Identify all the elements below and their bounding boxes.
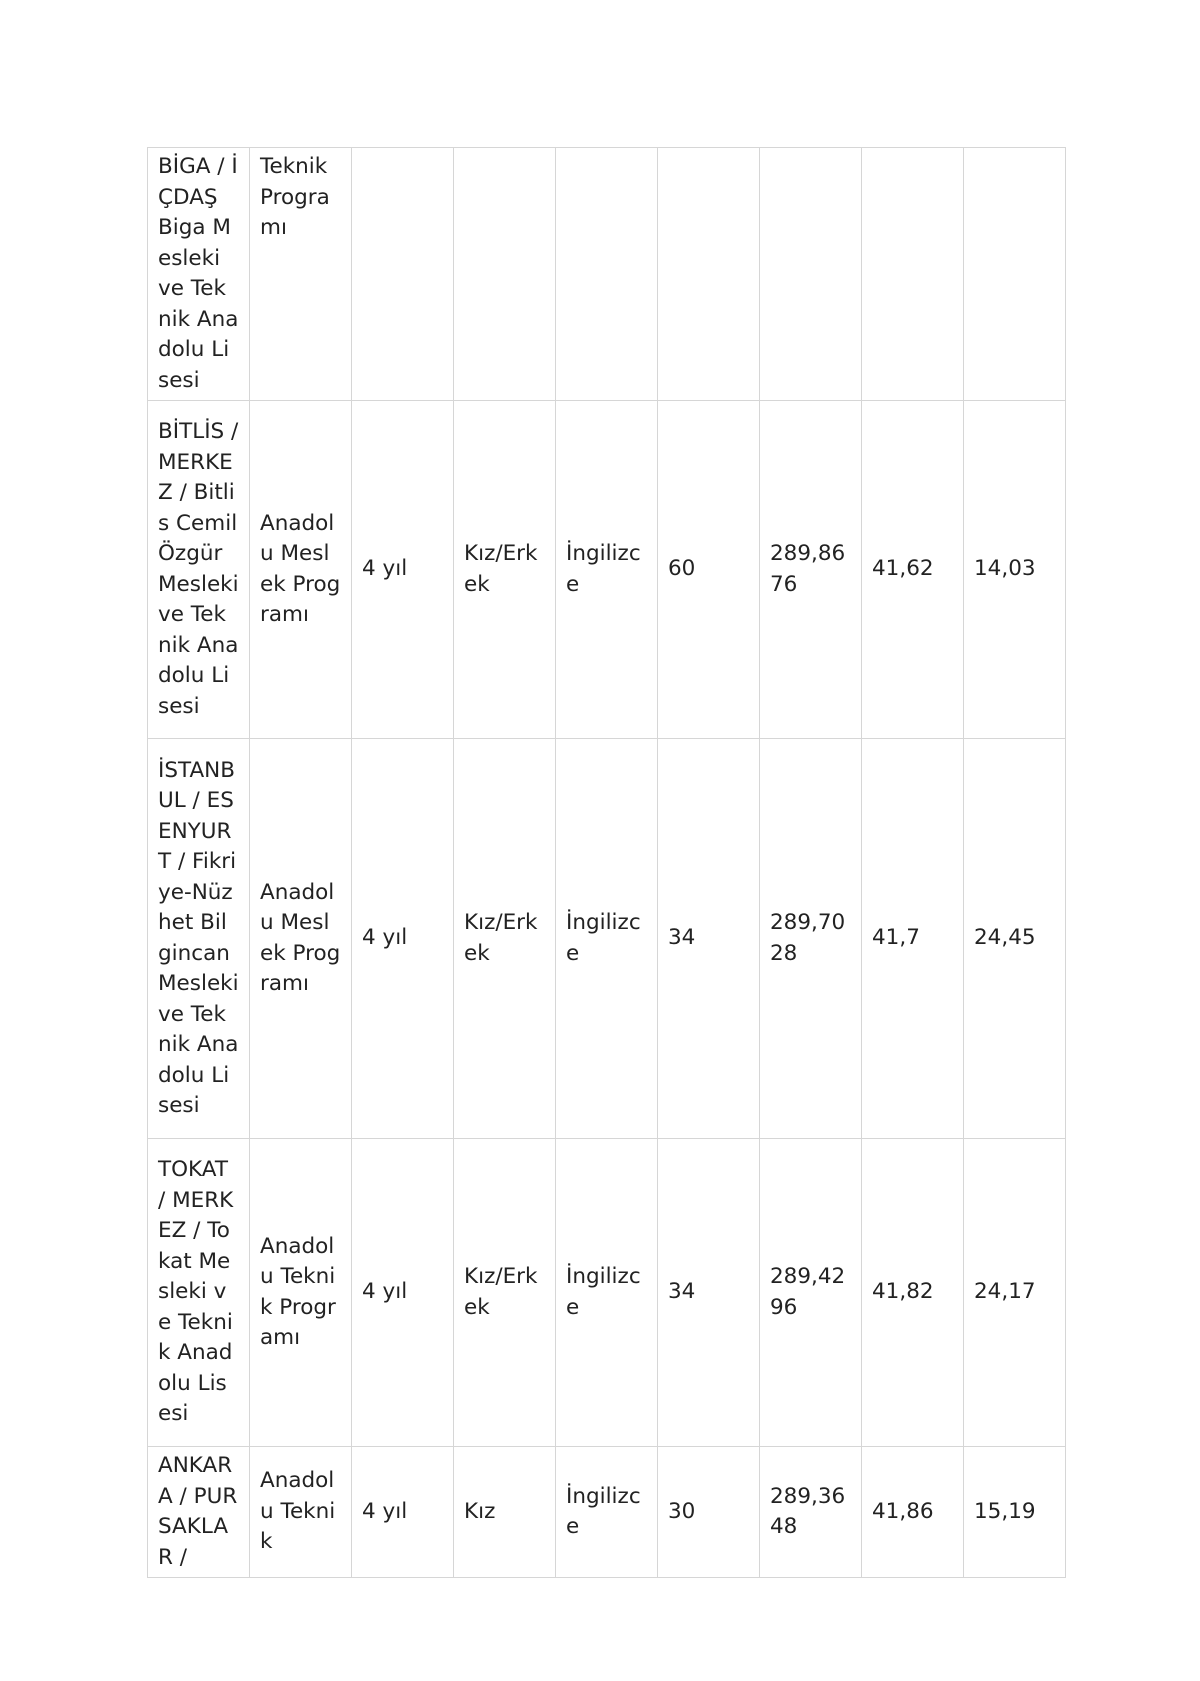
cell-language: İngilizce (556, 401, 658, 739)
cell-percentile: 41,82 (862, 1139, 964, 1447)
cell-gender: Kız (454, 1447, 556, 1578)
cell-language: İngilizce (556, 739, 658, 1139)
cell-ratio (964, 148, 1066, 401)
cell-program: Anadolu Meslek Programı (250, 401, 352, 739)
cell-ratio: 14,03 (964, 401, 1066, 739)
cell-quota: 30 (658, 1447, 760, 1578)
cell-duration: 4 yıl (352, 739, 454, 1139)
cell-base-score (760, 148, 862, 401)
cell-language: İngilizce (556, 1447, 658, 1578)
table-row (148, 1447, 1066, 1578)
cell-school: TOKAT / MERKEZ / Tokat Mesleki ve Teknik Anadolu Lisesi (148, 1139, 250, 1447)
table-row (148, 401, 1066, 739)
cell-base-score: 289,3648 (760, 1447, 862, 1578)
cell-language (556, 148, 658, 401)
table-row (148, 148, 1066, 401)
cell-percentile: 41,62 (862, 401, 964, 739)
cell-ratio: 24,45 (964, 739, 1066, 1139)
cell-gender: Kız/Erkek (454, 739, 556, 1139)
cell-base-score: 289,8676 (760, 401, 862, 739)
cell-program: Anadolu Teknik Programı (250, 1139, 352, 1447)
cell-ratio: 15,19 (964, 1447, 1066, 1578)
cell-duration (352, 148, 454, 401)
table-row (148, 1139, 1066, 1447)
cell-school: ANKARA / PURSAKLAR / (148, 1447, 250, 1578)
cell-gender: Kız/Erkek (454, 1139, 556, 1447)
cell-school: BİTLİS / MERKEZ / Bitlis Cemil Özgür Mesleki ve Teknik Anadolu Lisesi (148, 401, 250, 739)
cell-base-score: 289,4296 (760, 1139, 862, 1447)
cell-quota: 34 (658, 1139, 760, 1447)
cell-quota (658, 148, 760, 401)
cell-quota: 60 (658, 401, 760, 739)
table-row (148, 739, 1066, 1139)
cell-percentile: 41,7 (862, 739, 964, 1139)
cell-program: Anadolu Meslek Programı (250, 739, 352, 1139)
cell-base-score: 289,7028 (760, 739, 862, 1139)
cell-duration: 4 yıl (352, 1447, 454, 1578)
cell-percentile: 41,86 (862, 1447, 964, 1578)
cell-school: BİGA / İÇDAŞ Biga Mesleki ve Teknik Anadolu Lisesi (148, 148, 250, 401)
cell-gender: Kız/Erkek (454, 401, 556, 739)
cell-program: Anadolu Teknik (250, 1447, 352, 1578)
cell-gender (454, 148, 556, 401)
cell-program: Teknik Programı (250, 148, 352, 401)
school-table (147, 147, 1066, 1578)
cell-duration: 4 yıl (352, 401, 454, 739)
cell-percentile (862, 148, 964, 401)
cell-school: İSTANBUL / ESENYURT / Fikriye-Nüzhet Bilgincan Mesleki ve Teknik Anadolu Lisesi (148, 739, 250, 1139)
cell-language: İngilizce (556, 1139, 658, 1447)
cell-quota: 34 (658, 739, 760, 1139)
cell-duration: 4 yıl (352, 1139, 454, 1447)
cell-ratio: 24,17 (964, 1139, 1066, 1447)
